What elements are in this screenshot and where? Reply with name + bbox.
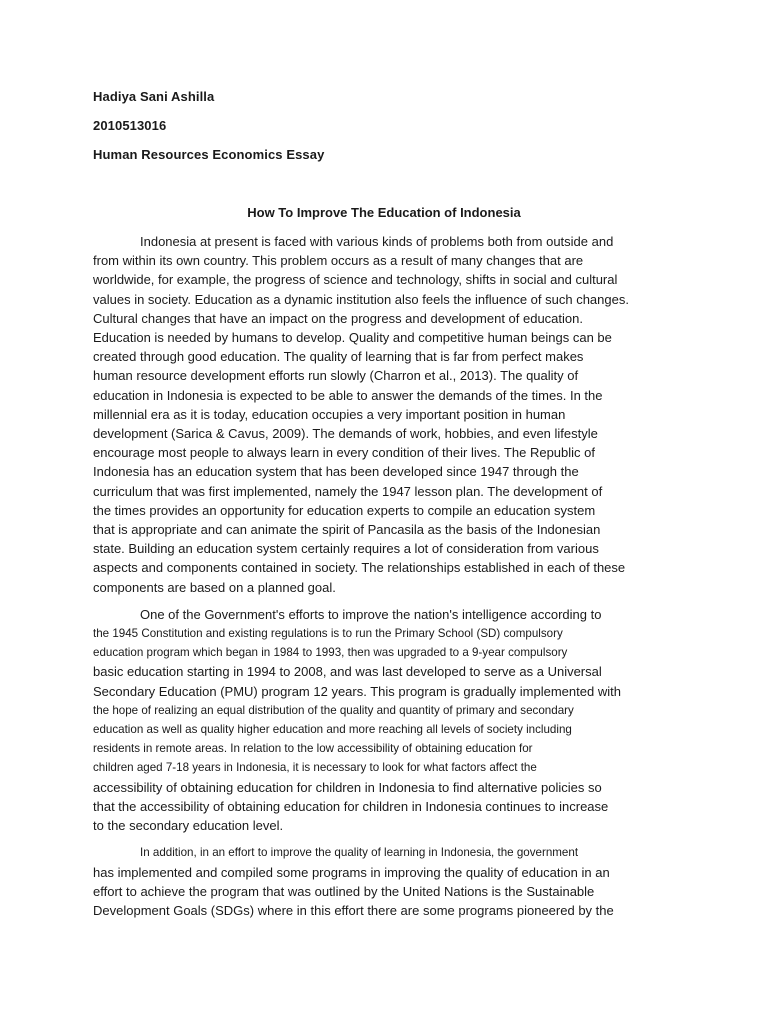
paragraph-line: curriculum that was first implemented, namely the 1947 lesson plan. The development of [93,483,603,499]
paragraph-line: accessibility of obtaining education for children in Indonesia to find alternative policies so [93,779,602,795]
paragraph-line: Cultural changes that have an impact on the progress and development of education. [93,310,583,326]
paragraph-line: Education is needed by humans to develop. Quality and competitive human beings can be [93,330,612,346]
paragraph-line: to the secondary education level. [93,818,284,834]
paragraph-line: encourage most people to always learn in every condition of their lives. The Republic of [93,445,595,461]
paragraph-line: state. Building an education system certainly requires a lot of consideration from various [93,541,599,557]
paragraph-2 [93,605,661,835]
paragraph-line: worldwide, for example, the progress of science and technology, shifts in social and cultural [93,272,618,288]
paragraph-line: Development Goals (SDGs) where in this effort there are some programs pioneered by the [93,902,614,918]
essay-title: How To Improve The Education of Indonesia [247,205,521,220]
paragraph-line: the times provides an opportunity for education experts to compile an education system [93,502,596,518]
paragraph-line: education program which began in 1984 to 1993, then was upgraded to a 9-year compulsory [93,646,568,660]
paragraph-line: created through good education. The quality of learning that is far from perfect makes [93,349,584,365]
paragraph-line: education as well as quality higher education and more reaching all levels of society including [93,723,572,737]
paragraph-line: children aged 7-18 years in Indonesia, it is necessary to look for what factors affect the [93,761,537,775]
paragraph-line: Secondary Education (PMU) program 12 years. This program is gradually implemented with [93,683,621,699]
paragraph-line: that the accessibility of obtaining education for children in Indonesia continues to increase [93,798,609,814]
paragraph-line: human resource development efforts run slowly (Charron et al., 2013). The quality of [93,368,579,384]
paragraph-line: One of the Government's efforts to improve the nation's intelligence according to [140,606,602,622]
paragraph-line: Indonesia at present is faced with various kinds of problems both from outside and [140,234,614,249]
paragraph-line: In addition, in an effort to improve the quality of learning in Indonesia, the government [140,846,579,860]
paragraph-3 [93,843,661,920]
paragraph-line: development (Sarica & Cavus, 2009). The demands of work, hobbies, and even lifestyle [93,426,598,442]
student-id: 2010513016 [93,118,167,133]
paragraph-line: the hope of realizing an equal distribution of the quality and quantity of primary and secondary [93,703,574,717]
paragraph-line: that is appropriate and can animate the spirit of Pancasila as the basis of the Indonesian [93,522,601,538]
paragraph-line: values in society. Education as a dynamic institution also feels the influence of such changes. [93,291,629,307]
paragraph-line: effort to achieve the program that was outlined by the United Nations is the Sustainable [93,883,595,899]
paragraph-line: has implemented and compiled some programs in improving the quality of education in an [93,864,610,880]
paragraph-line: residents in remote areas. In relation to the low accessibility of obtaining education for [93,742,533,756]
paragraph-line: millennial era as it is today, education occupies a very important position in human [93,406,566,422]
paragraph-line: education in Indonesia is expected to be able to answer the demands of the times. In the [93,387,603,403]
paragraph-line: Indonesia has an education system that has been developed since 1947 through the [93,464,579,480]
paragraph-line: components are based on a planned goal. [93,579,336,595]
essay-body [93,232,661,920]
course-title: Human Resources Economics Essay [93,147,325,162]
paragraph-line: aspects and components contained in society. The relationships established in each of these [93,560,626,576]
paragraph-line: the 1945 Constitution and existing regulations is to run the Primary School (SD) compulsory [93,627,563,641]
paragraph-line: from within its own country. This problem occurs as a result of many changes that are [93,253,584,269]
author-name: Hadiya Sani Ashilla [93,89,215,104]
paragraph-1 [93,232,661,597]
paragraph-line: basic education starting in 1994 to 2008, and was last developed to serve as a Universal [93,664,602,680]
